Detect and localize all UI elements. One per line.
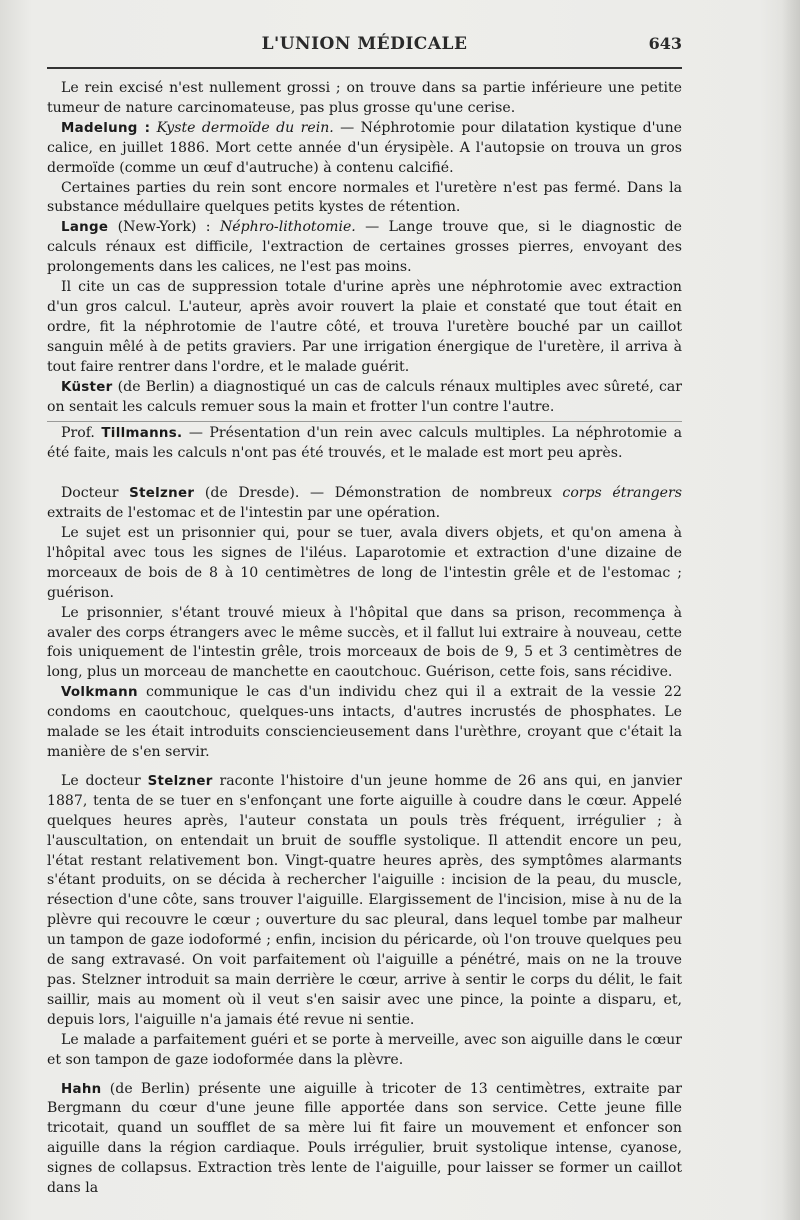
page-number: 643	[648, 34, 682, 53]
paragraph: Le prisonnier, s'étant trouvé mieux à l'hôpital que dans sa prison, recommença à avaler des corps étrangers avec le même succès, et il fallut lui extraire à nouveau, cette fois uniquement de l'intestin grêle, trois morceaux de bois de 9, 5 et 3 centimètres de long, plus un morceau de manchette en caoutchouc. Guérison, cette fois, sans récidive.	[47, 604, 682, 681]
paragraph: Hahn (de Berlin) présente une aiguille à tricoter de 13 centimètres, extraite par Bergmann du cœur d'une jeune fille apportée dans son service. Cette jeune fille tricotait, quand un soufflet de sa mère lui fit faire un mouvement et enfoncer son aiguille dans la région cardiaque. Pouls irrégulier, bruit systolique intense, cyanose, signes de collapsus. Extraction très lente de l'aiguille, pour laisser se former un caillot dans la	[47, 1080, 682, 1197]
paragraph: Lange (New-York) : Néphro-lithotomie. — Lange trouve que, si le diagnostic de calculs rénaux est difficile, l'extraction de certaines grosses pierres, envoyant des prolongements dans les calices, ne l'est pas moins.	[47, 219, 682, 276]
author-name: Stelzner	[129, 486, 195, 502]
paragraph: Le sujet est un prisonnier qui, pour se tuer, avala divers objets, et qu'on amena à l'hôpital avec tous les signes de l'iléus. Laparotomie et extraction d'une dizaine de morceaux de bois de 8 à 10 centimètres de long de l'intestin grêle et de l'estomac ; guérison.	[47, 525, 682, 601]
author-name: Volkmann	[61, 685, 138, 701]
header-rule	[47, 67, 682, 69]
article-body	[47, 79, 682, 1199]
paragraph: Certaines parties du rein sont encore normales et l'uretère n'est pas fermé. Dans la substance médullaire quelques petits kystes de rétention.	[47, 179, 682, 216]
paragraph: Le malade a parfaitement guéri et se porte à merveille, avec son aiguille dans le cœur et son tampon de gaze iodoformée dans la plèvre.	[47, 1031, 682, 1068]
author-name: Hahn	[61, 1081, 102, 1097]
paragraph: Volkmann communique le cas d'un individu chez qui il a extrait de la vessie 22 condoms en caoutchouc, quelques-uns intacts, d'autres incrustés de phosphates. Le malade se les était introduits consciencieusement dans l'urèthre, croyant que c'était la manière de s'en servir.	[47, 684, 682, 760]
paragraph: Le rein excisé n'est nullement grossi ; on trouve dans sa partie inférieure une petite tumeur de nature carcinomateuse, pas plus grosse qu'une cerise.	[47, 80, 682, 116]
case-title: Kyste dermoïde du rein.	[156, 119, 334, 136]
running-head	[47, 34, 682, 62]
author-name: Küster	[61, 379, 113, 395]
case-title: Néphro-lithotomie.	[219, 219, 356, 236]
paragraph: Docteur Stelzner (de Dresde). — Démonstration de nombreux corps étrangers extraits de l'estomac et de l'intestin par une opération.	[47, 485, 682, 522]
author-name: Madelung :	[61, 120, 151, 136]
paragraph: Prof. Tillmanns. — Présentation d'un rein avec calculs multiples. La néphrotomie a été faite, mais les calculs n'ont pas été trouvés, et le malade est mort peu après.	[47, 425, 682, 462]
author-name: Stelzner	[147, 773, 213, 789]
author-name: Lange	[61, 220, 109, 236]
journal-title: L'UNION MÉDICALE	[261, 34, 468, 54]
author-name: Tillmanns.	[101, 426, 183, 442]
paragraph: Il cite un cas de suppression totale d'urine après une néphrotomie avec extraction d'un gros calcul. L'auteur, après avoir rouvert la plaie et constaté que tout était en ordre, fit la néphrotomie de l'autre côté, et trouva l'uretère bouché par un caillot sanguin mêlé à de petits graviers. Par une irrigation énergique de l'uretère, il arriva à tout faire rentrer dans l'ordre, et le malade guérit.	[47, 279, 682, 375]
paragraph: Madelung : Kyste dermoïde du rein. — Néphrotomie pour dilatation kystique d'une calice, en juillet 1886. Mort cette année d'un érysipèle. A l'autopsie on trouva un gros dermoïde (comme un œuf d'autruche) à contenu calcifié.	[47, 119, 682, 176]
case-title: corps étrangers	[562, 485, 682, 502]
section-divider	[47, 421, 682, 422]
paragraph: Le docteur Stelzner raconte l'histoire d'un jeune homme de 26 ans qui, en janvier 1887, tenta de se tuer en s'enfonçant une forte aiguille à coudre dans le cœur. Appelé quelques heures après, l'auteur constata un pouls très fréquent, irrégulier ; à l'auscultation, on entendait un bruit de souffle systolique. Il attendit encore un peu, l'état restant relativement bon. Vingt-quatre heures après, des symptômes alarmants s'étant produits, on se décida à rechercher l'aiguille : incision de la peau, du muscle, résection d'une côte, sans trouver l'aiguille. Elargissement de l'incision, mise à nu de la plèvre qui recouvre le cœur ; ouverture du sac pleural, dans lequel tombe par malheur un tampon de gaze iodoformé ; enfin, incision du péricarde, où l'on trouve quelques peu de sang extravasé. On voit parfaitement où l'aiguille a pénétré, mais on ne la trouve pas. Stelzner introduit sa main derrière le cœur, arrive à sentir le corps du délit, le fait saillir, mais au moment où il veut s'en saisir avec une pince, la pointe a disparu, et, depuis lors, l'aiguille n'a jamais été revue ni sentie.	[47, 772, 683, 1028]
paragraph: Küster (de Berlin) a diagnostiqué un cas de calculs rénaux multiples avec sûreté, car on sentait les calculs remuer sous la main et frotter l'un contre l'autre.	[47, 378, 682, 415]
